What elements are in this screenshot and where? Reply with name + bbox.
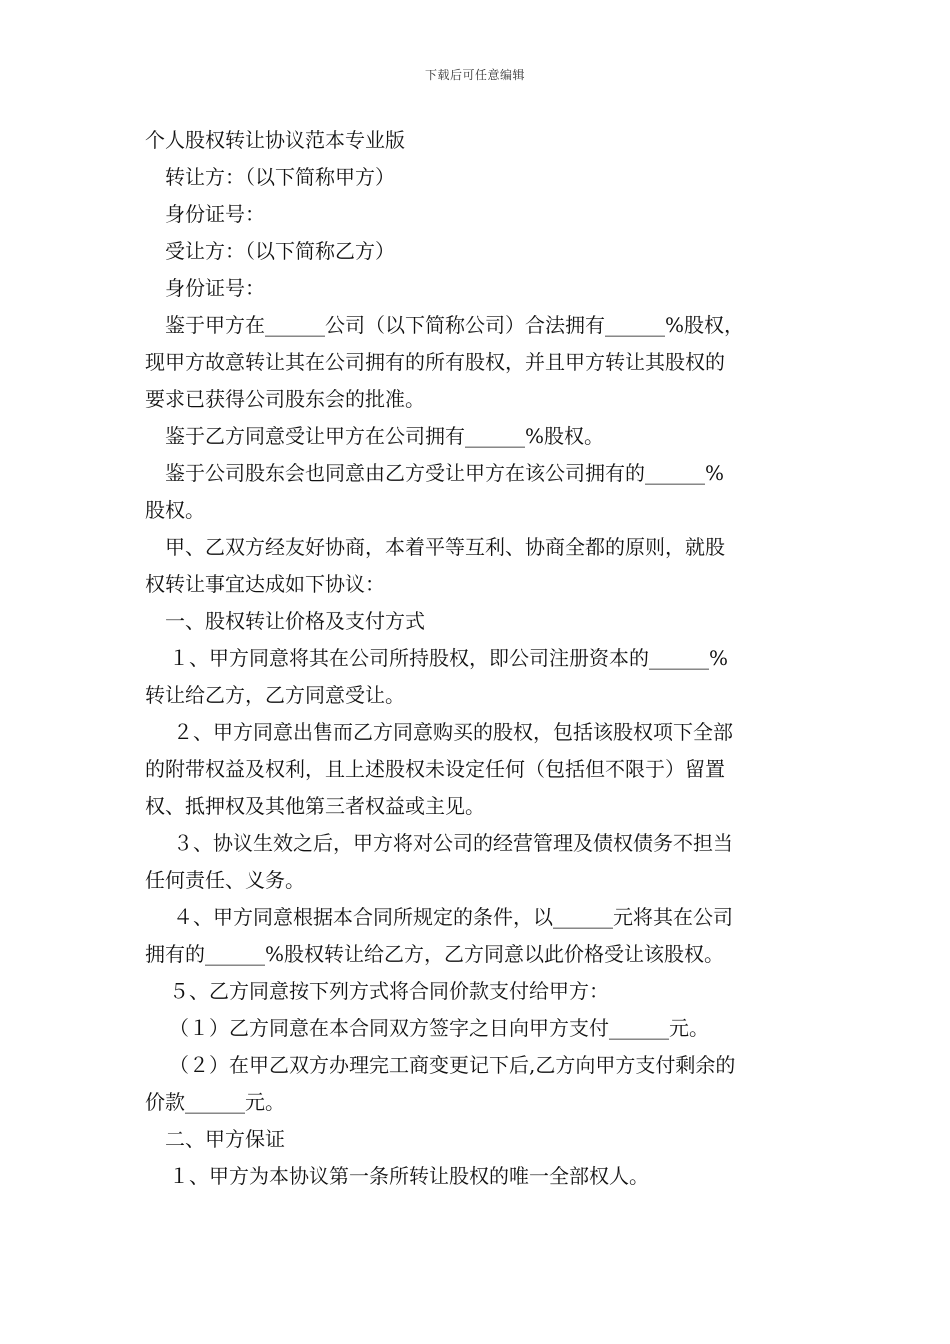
- recital-4-line-2: 权转让事宜达成如下协议：: [145, 572, 385, 596]
- recital-1-line-2: 现甲方故意转让其在公司拥有的所有股权，并且甲方转让其股权的: [145, 350, 725, 374]
- transferee-line: 受让方：（以下简称乙方）: [165, 239, 395, 263]
- section-1-item-1: [145, 640, 810, 714]
- recital-3-line-1: 鉴于公司股东会也同意由乙方受让甲方在该公司拥有的______%: [165, 461, 725, 485]
- section-1-item-4-line-1: ４、甲方同意根据本合同所规定的条件，以______元将其在公司: [173, 905, 733, 929]
- section-1-item-3: [145, 825, 810, 899]
- section-1-sub-2-line-2: 价款______元。: [145, 1090, 285, 1114]
- recital-paragraph-1: [145, 307, 810, 418]
- recital-paragraph-4: [145, 529, 810, 603]
- section-1-item-3-line-2: 任何责任、义务。: [145, 868, 305, 892]
- section-2-item-1: １、甲方为本协议第一条所转让股权的唯一全部权人。: [169, 1164, 649, 1188]
- recital-3-line-2: 股权。: [145, 498, 205, 522]
- section-1-item-3-line-1: ３、协议生效之后，甲方将对公司的经营管理及债权债务不担当: [173, 831, 733, 855]
- section-1-item-2: [145, 714, 810, 825]
- section-1-item-5: ５、乙方同意按下列方式将合同价款支付给甲方：: [169, 979, 609, 1003]
- section-1-item-4: [145, 899, 810, 973]
- section-1-heading: 一、股权转让价格及支付方式: [165, 609, 425, 633]
- section-1-item-2-line-2: 的附带权益及权利，且上述股权未设定任何（包括但不限于）留置: [145, 757, 725, 781]
- recital-paragraph-3: [145, 455, 810, 529]
- recital-1-line-3: 要求已获得公司股东会的批准。: [145, 387, 425, 411]
- recital-4-line-1: 甲、乙双方经友好协商，本着平等互利、协商全都的原则，就股: [165, 535, 725, 559]
- section-2-heading: 二、甲方保证: [165, 1127, 285, 1151]
- section-1-sub-1: （１）乙方同意在本合同双方签字之日向甲方支付______元。: [169, 1016, 709, 1040]
- transferor-id-line: 身份证号：: [165, 202, 265, 226]
- section-1-sub-2: [145, 1047, 810, 1121]
- section-1-item-4-line-2: 拥有的______%股权转让给乙方，乙方同意以此价格受让该股权。: [145, 942, 725, 966]
- section-1-item-2-line-1: ２、甲方同意出售而乙方同意购买的股权，包括该股权项下全部: [173, 720, 733, 744]
- document-title: 个人股权转让协议范本专业版: [145, 128, 405, 152]
- transferor-line: 转让方：（以下简称甲方）: [165, 165, 395, 189]
- section-1-item-1-line-2: 转让给乙方，乙方同意受让。: [145, 683, 405, 707]
- section-1-sub-2-line-1: （２）在甲乙双方办理完工商变更记下后,乙方向甲方支付剩余的: [169, 1053, 736, 1077]
- recital-paragraph-2: 鉴于乙方同意受让甲方在公司拥有______%股权。: [165, 424, 605, 448]
- section-1-item-1-line-1: １、甲方同意将其在公司所持股权，即公司注册资本的______%: [169, 646, 729, 670]
- section-1-item-2-line-3: 权、抵押权及其他第三者权益或主见。: [145, 794, 485, 818]
- agreement-body: [145, 122, 810, 1195]
- page-header-note: 下载后可任意编辑: [424, 68, 525, 82]
- transferee-id-line: 身份证号：: [165, 276, 265, 300]
- recital-1-line-1: 鉴于甲方在______公司（以下简称公司）合法拥有______%股权，: [165, 313, 745, 337]
